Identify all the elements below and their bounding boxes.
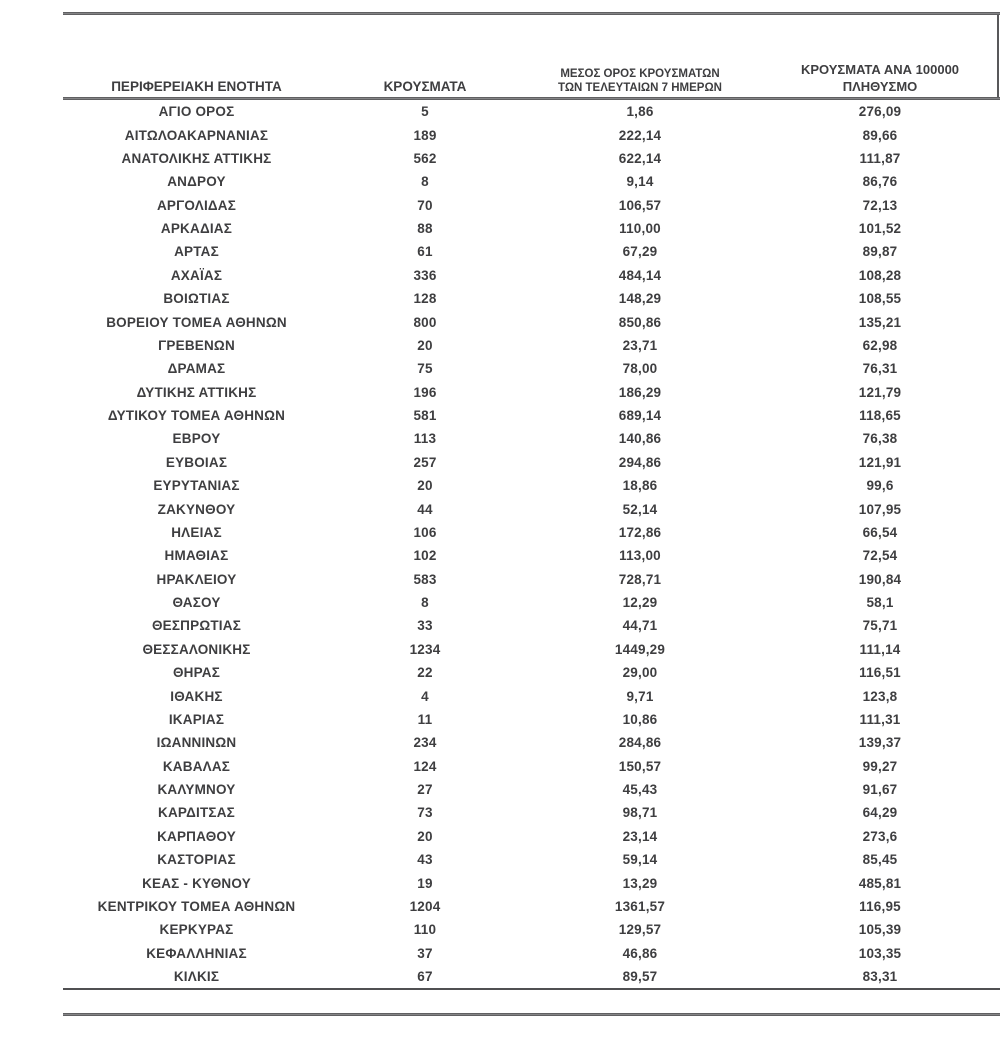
per-100k-cell: 190,84 [858,571,902,587]
avg-7day-cell: 1,86 [626,104,654,120]
table-row [63,591,1000,614]
cases-cell: 33 [417,618,433,634]
region-name-cell: ΙΚΑΡΙΑΣ [168,711,225,727]
per-100k-cell: 62,98 [862,337,898,353]
cases-cell: 88 [417,221,433,237]
region-name-cell: ΒΟΡΕΙΟΥ ΤΟΜΕΑ ΑΘΗΝΩΝ [106,314,287,330]
header-right-edge-rule [997,15,999,97]
table-row [63,848,1000,871]
avg-7day-cell: 140,86 [618,431,662,447]
table-row [63,638,1000,661]
avg-7day-cell: 89,57 [622,969,658,985]
per-100k-cell: 111,14 [859,641,901,657]
region-name-cell: ΕΥΒΟΙΑΣ [165,454,228,470]
avg-7day-cell: 294,86 [618,454,662,470]
region-name-cell: ΚΕΝΤΡΙΚΟΥ ΤΟΜΕΑ ΑΘΗΝΩΝ [97,898,296,914]
per-100k-cell: 118,65 [859,408,901,424]
avg-7day-cell: 850,86 [618,314,662,330]
region-name-cell: ΚΑΒΑΛΑΣ [162,758,231,774]
per-100k-cell: 116,51 [859,665,901,681]
avg-7day-cell: 10,86 [622,711,658,727]
avg-7day-cell: 1361,57 [614,898,666,914]
page-bottom-rule [63,1013,1000,1016]
region-name-cell: ΕΒΡΟΥ [172,431,221,447]
cases-cell: 1234 [409,641,441,657]
table-row [63,755,1000,778]
cases-cell: 257 [413,454,437,470]
per-100k-cell: 76,31 [862,361,898,377]
cases-cell: 106 [413,524,437,540]
region-name-cell: ΔΥΤΙΚΗΣ ΑΤΤΙΚΗΣ [136,384,257,400]
cases-cell: 113 [413,431,437,447]
region-name-cell: ΘΗΡΑΣ [172,665,221,681]
per-100k-cell: 76,38 [862,431,898,447]
avg-7day-cell: 150,57 [618,758,662,774]
per-100k-cell: 107,95 [858,501,902,517]
cases-cell: 20 [417,478,433,494]
region-name-cell: ΒΟΙΩΤΙΑΣ [163,291,230,307]
column-header-avg7-line1: ΜΕΣΟΣ ΟΡΟΣ ΚΡΟΥΣΜΑΤΩΝ [560,68,720,80]
region-name-cell: ΗΜΑΘΙΑΣ [164,548,229,564]
region-name-cell: ΚΕΦΑΛΛΗΝΙΑΣ [146,945,247,961]
per-100k-cell: 105,39 [858,922,902,938]
per-100k-cell: 89,87 [862,244,898,260]
avg-7day-cell: 728,71 [618,571,662,587]
table-row [63,170,1000,193]
region-name-cell: ΑΝΔΡΟΥ [167,174,226,190]
cases-cell: 102 [413,548,437,564]
per-100k-cell: 103,35 [858,945,902,961]
cases-cell: 19 [417,875,433,891]
region-name-cell: ΚΑΡΔΙΤΣΑΣ [158,805,235,821]
per-100k-cell: 66,54 [862,524,898,540]
avg-7day-cell: 110,00 [619,221,661,237]
cases-cell: 70 [417,197,433,213]
avg-7day-cell: 622,14 [618,150,662,166]
avg-7day-cell: 9,71 [626,688,654,704]
per-100k-cell: 121,91 [858,454,902,470]
cases-cell: 20 [417,828,433,844]
region-name-cell: ΘΑΣΟΥ [172,595,221,611]
region-name-cell: ΚΑΡΠΑΘΟΥ [157,828,236,844]
table-row [63,147,1000,170]
per-100k-cell: 108,55 [858,291,902,307]
region-name-cell: ΚΕΡΚΥΡΑΣ [159,922,234,938]
per-100k-cell: 86,76 [862,174,898,190]
region-name-cell: ΖΑΚΥΝΘΟΥ [157,501,236,517]
avg-7day-cell: 113,00 [619,548,661,564]
bottom-spacer [63,990,1000,1013]
per-100k-cell: 85,45 [862,852,898,868]
per-100k-cell: 99,27 [862,758,898,774]
per-100k-cell: 89,66 [862,127,898,143]
region-name-cell: ΘΕΣΣΑΛΟΝΙΚΗΣ [142,641,251,657]
table-row [63,100,1000,123]
avg-7day-cell: 23,71 [622,337,658,353]
column-header-avg7 [520,67,760,97]
per-100k-cell: 485,81 [858,875,902,891]
per-100k-cell: 139,37 [858,735,902,751]
cases-cell: 37 [417,945,433,961]
avg-7day-cell: 44,71 [622,618,658,634]
avg-7day-cell: 222,14 [618,127,662,143]
table-row [63,661,1000,684]
table-row [63,965,1000,988]
region-name-cell: ΑΡΤΑΣ [174,244,219,260]
avg-7day-cell: 148,29 [618,291,662,307]
region-name-cell: ΔΡΑΜΑΣ [167,361,226,377]
region-name-cell: ΚΕΑΣ - ΚΥΘΝΟΥ [142,875,251,891]
region-name-cell: ΗΡΑΚΛΕΙΟΥ [156,571,237,587]
table-row [63,194,1000,217]
region-name-cell: ΑΝΑΤΟΛΙΚΗΣ ΑΤΤΙΚΗΣ [121,150,272,166]
region-name-cell: ΑΓΙΟ ΟΡΟΣ [158,104,235,120]
cases-cell: 11 [417,711,433,727]
per-100k-cell: 273,6 [862,828,898,844]
avg-7day-cell: 1449,29 [614,641,666,657]
cases-cell: 234 [413,735,437,751]
region-name-cell: ΑΡΓΟΛΙΔΑΣ [156,197,237,213]
region-name-cell: ΚΙΛΚΙΣ [173,969,220,985]
region-name-cell: ΔΥΤΙΚΟΥ ΤΟΜΕΑ ΑΘΗΝΩΝ [107,408,286,424]
per-100k-cell: 83,31 [862,969,898,985]
region-name-cell: ΓΡΕΒΕΝΩΝ [158,337,235,353]
table-row [63,825,1000,848]
cases-cell: 336 [413,267,437,283]
cases-cell: 67 [417,969,433,985]
column-header-per100k-line1: ΚΡΟΥΣΜΑΤΑ ΑΝΑ 100000 [800,62,960,77]
region-name-cell: ΗΛΕΙΑΣ [171,524,222,540]
table-header [63,15,1000,97]
region-name-cell: ΙΩΑΝΝΙΝΩΝ [156,735,237,751]
table-row [63,871,1000,894]
table-row [63,287,1000,310]
region-name-cell: ΑΡΚΑΔΙΑΣ [160,221,233,237]
cases-cell: 8 [421,595,429,611]
column-header-avg7-line2: ΤΩΝ ΤΕΛΕΥΤΑΙΩΝ 7 ΗΜΕΡΩΝ [558,82,722,94]
cases-cell: 5 [421,104,429,120]
cases-cell: 189 [413,127,437,143]
cases-cell: 196 [413,384,437,400]
per-100k-cell: 123,8 [862,688,898,704]
per-100k-cell: 75,71 [862,618,898,634]
column-header-per100k-line2: ΠΛΗΘΥΣΜΟ [842,78,918,94]
per-100k-cell: 135,21 [858,314,902,330]
avg-7day-cell: 13,29 [622,875,658,891]
avg-7day-cell: 45,43 [622,782,658,798]
region-name-cell: ΕΥΡΥΤΑΝΙΑΣ [153,478,240,494]
avg-7day-cell: 186,29 [618,384,662,400]
cases-cell: 73 [417,805,433,821]
avg-7day-cell: 284,86 [618,735,662,751]
table-row [63,895,1000,918]
cases-cell: 128 [413,291,437,307]
table-body [63,100,1000,988]
avg-7day-cell: 59,14 [622,852,658,868]
cases-cell: 562 [413,150,437,166]
avg-7day-cell: 29,00 [622,665,658,681]
column-header-per100k [760,62,1000,97]
cases-cell: 800 [413,314,437,330]
per-100k-cell: 111,87 [859,150,901,166]
avg-7day-cell: 78,00 [622,361,658,377]
region-name-cell: ΚΑΛΥΜΝΟΥ [157,782,236,798]
column-header-cases: ΚΡΟΥΣΜΑΤΑ [383,79,467,94]
per-100k-cell: 111,31 [859,711,901,727]
avg-7day-cell: 52,14 [622,501,658,517]
cases-cell: 43 [417,852,433,868]
per-100k-cell: 108,28 [858,267,902,283]
avg-7day-cell: 172,86 [618,524,662,540]
avg-7day-cell: 129,57 [618,922,662,938]
cases-cell: 1204 [409,898,441,914]
per-100k-cell: 58,1 [866,595,894,611]
table-row [63,708,1000,731]
cases-cell: 44 [417,501,433,517]
cases-cell: 61 [417,244,433,260]
table-row [63,778,1000,801]
per-100k-cell: 99,6 [866,478,894,494]
table-row [63,334,1000,357]
region-name-cell: ΚΑΣΤΟΡΙΑΣ [157,852,236,868]
table-row [63,310,1000,333]
per-100k-cell: 72,54 [862,548,898,564]
table-row [63,942,1000,965]
table-row [63,614,1000,637]
table-row [63,217,1000,240]
table-row [63,451,1000,474]
per-100k-cell: 121,79 [858,384,902,400]
avg-7day-cell: 689,14 [618,408,662,424]
cases-cell: 581 [413,408,437,424]
avg-7day-cell: 98,71 [622,805,658,821]
cases-by-region-table [63,12,1000,1016]
table-row [63,918,1000,941]
region-name-cell: ΑΙΤΩΛΟΑΚΑΡΝΑΝΙΑΣ [124,127,269,143]
cases-cell: 110 [413,922,437,938]
table-row [63,801,1000,824]
avg-7day-cell: 46,86 [622,945,658,961]
cases-cell: 22 [417,665,433,681]
avg-7day-cell: 23,14 [622,828,658,844]
avg-7day-cell: 67,29 [622,244,658,260]
per-100k-cell: 91,67 [862,782,898,798]
avg-7day-cell: 9,14 [626,174,654,190]
cases-cell: 75 [417,361,433,377]
region-name-cell: ΙΘΑΚΗΣ [170,688,223,704]
region-name-cell: ΘΕΣΠΡΩΤΙΑΣ [151,618,242,634]
table-row [63,497,1000,520]
table-row [63,521,1000,544]
table-row [63,427,1000,450]
table-row [63,357,1000,380]
table-row [63,264,1000,287]
per-100k-cell: 276,09 [858,104,902,120]
table-row [63,731,1000,754]
table-row [63,684,1000,707]
column-header-region: ΠΕΡΙΦΕΡΕΙΑΚΗ ΕΝΟΤΗΤΑ [111,79,282,94]
table-row [63,404,1000,427]
cases-cell: 27 [417,782,433,798]
cases-cell: 124 [413,758,437,774]
avg-7day-cell: 484,14 [618,267,662,283]
table-row [63,544,1000,567]
cases-cell: 8 [421,174,429,190]
region-name-cell: ΑΧΑΪΑΣ [170,267,223,283]
per-100k-cell: 72,13 [862,197,898,213]
table-row [63,474,1000,497]
per-100k-cell: 101,52 [858,221,902,237]
table-row [63,240,1000,263]
per-100k-cell: 64,29 [862,805,898,821]
avg-7day-cell: 12,29 [622,595,658,611]
per-100k-cell: 116,95 [859,898,901,914]
avg-7day-cell: 18,86 [622,478,658,494]
avg-7day-cell: 106,57 [618,197,662,213]
cases-cell: 4 [421,688,429,704]
table-row [63,568,1000,591]
table-row [63,381,1000,404]
cases-cell: 20 [417,337,433,353]
table-row [63,123,1000,146]
cases-cell: 583 [413,571,437,587]
